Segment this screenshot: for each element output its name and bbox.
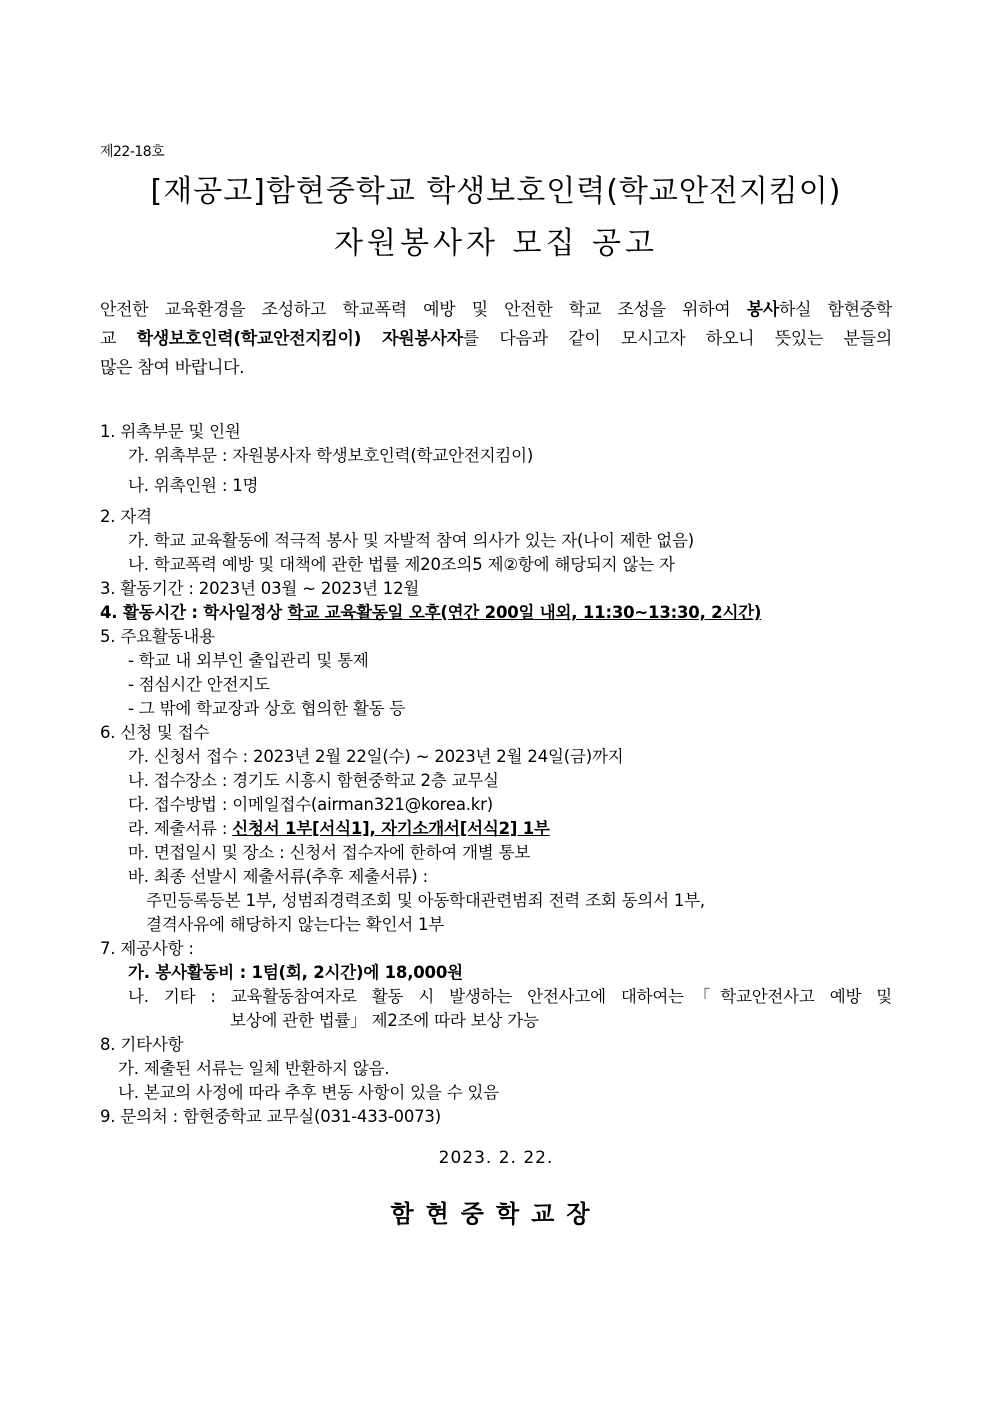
section-6-item-d — [128, 815, 550, 839]
section-8-item-a: 가. 제출된 서류는 일체 반환하지 않음. — [118, 1059, 390, 1078]
documents-label: 라. 제출서류 : — [128, 819, 233, 838]
intro-line-2 — [100, 325, 892, 354]
announcement-date: 2023. 2. 22. — [438, 1148, 554, 1168]
section-9-heading: 9. 문의처 : 함현중학교 교무실(031-433-0073) — [100, 1107, 441, 1126]
section-7-item-b-line-1: 나. 기타 : 교육활동참여자로 활동 시 발생하는 안전사고에 대하여는「학교안전사고 예방 및 — [128, 987, 892, 1006]
section-3-heading: 3. 활동기간 : 2023년 03월 ~ 2023년 12월 — [100, 579, 420, 598]
title-line-1: [재공고]함현중학교 학생보호인력(학교안전지킴이) — [150, 174, 842, 209]
section-6-item-b: 나. 접수장소 : 경기도 시흥시 함현중학교 2층 교무실 — [128, 771, 499, 790]
section-6-item-f-detail-1: 주민등록등본 1부, 성범죄경력조회 및 아동학대관련범죄 전력 조회 동의서 1부, — [146, 891, 705, 910]
documents-value: 신청서 1부[서식1], 자기소개서[서식2] 1부 — [232, 819, 550, 838]
activity-time-label: 4. 활동시간 : 학사일정상 — [100, 603, 288, 622]
section-8-heading: 8. 기타사항 — [100, 1035, 184, 1054]
intro-line-1 — [100, 296, 892, 325]
section-7-item-a: 가. 봉사활동비 : 1텀(회, 2시간)에 18,000원 — [128, 963, 463, 982]
intro-text: 교 — [100, 329, 137, 349]
intro-text: 하실 함현중학 — [778, 300, 892, 320]
section-7-item-b-line-2: 보상에 관한 법률」 제2조에 따라 보상 가능 — [230, 1011, 539, 1030]
section-6-item-f-detail-2: 결격사유에 해당하지 않는다는 확인서 1부 — [146, 915, 445, 934]
intro-text: 안전한 교육환경을 조성하고 학교폭력 예방 및 안전한 학교 조성을 위하여 — [100, 300, 747, 320]
section-5-heading: 5. 주요활동내용 — [100, 627, 215, 646]
section-7-heading: 7. 제공사항 : — [100, 939, 194, 958]
section-2-item-b: 나. 학교폭력 예방 및 대책에 관한 법률 제20조의5 제②항에 해당되지 않는 자 — [128, 555, 675, 574]
section-6-item-f: 바. 최종 선발시 제출서류(추후 제출서류) : — [128, 867, 428, 886]
section-2-heading: 2. 자격 — [100, 507, 152, 526]
section-5-item: - 점심시간 안전지도 — [128, 675, 270, 694]
section-5-item: - 학교 내 외부인 출입관리 및 통제 — [128, 651, 369, 670]
title-line-2: 자원봉사자 모집 공고 — [334, 226, 658, 261]
intro-text: 를 다음과 같이 모시고자 하오니 뜻있는 분들의 — [462, 329, 892, 349]
section-6-item-a: 가. 신청서 접수 : 2023년 2월 22일(수) ~ 2023년 2월 24일(금)까지 — [128, 747, 624, 766]
section-6-item-c: 다. 접수방법 : 이메일접수(airman321@korea.kr) — [128, 795, 493, 814]
section-1-heading: 1. 위촉부문 및 인원 — [100, 422, 241, 441]
activity-time-value: 학교 교육활동일 오후(연간 200일 내외, 11:30~13:30, 2시간) — [287, 603, 762, 622]
intro-bold: 학생보호인력(학교안전지킴이) 자원봉사자 — [136, 329, 463, 349]
section-1-item-b: 나. 위촉인원 : 1명 — [128, 476, 259, 495]
section-6-heading: 6. 신청 및 접수 — [100, 723, 210, 742]
document-number: 제22-18호 — [100, 144, 165, 160]
section-2-item-a: 가. 학교 교육활동에 적극적 봉사 및 자발적 참여 의사가 있는 자(나이 제한 없음) — [128, 531, 694, 550]
section-5-item: - 그 밖에 학교장과 상호 협의한 활동 등 — [128, 699, 406, 718]
section-1-item-a: 가. 위촉부문 : 자원봉사자 학생보호인력(학교안전지킴이) — [128, 446, 534, 465]
section-6-item-e: 마. 면접일시 및 장소 : 신청서 접수자에 한하여 개별 통보 — [128, 843, 531, 862]
section-8-item-b: 나. 본교의 사정에 따라 추후 변동 사항이 있을 수 있음 — [118, 1083, 499, 1102]
intro-line-3: 많은 참여 바랍니다. — [100, 358, 245, 378]
principal-signature: 함현중학교장 — [390, 1200, 602, 1228]
intro-bold: 봉사 — [746, 300, 779, 320]
intro-paragraph — [100, 296, 892, 383]
section-4-heading — [100, 599, 761, 623]
